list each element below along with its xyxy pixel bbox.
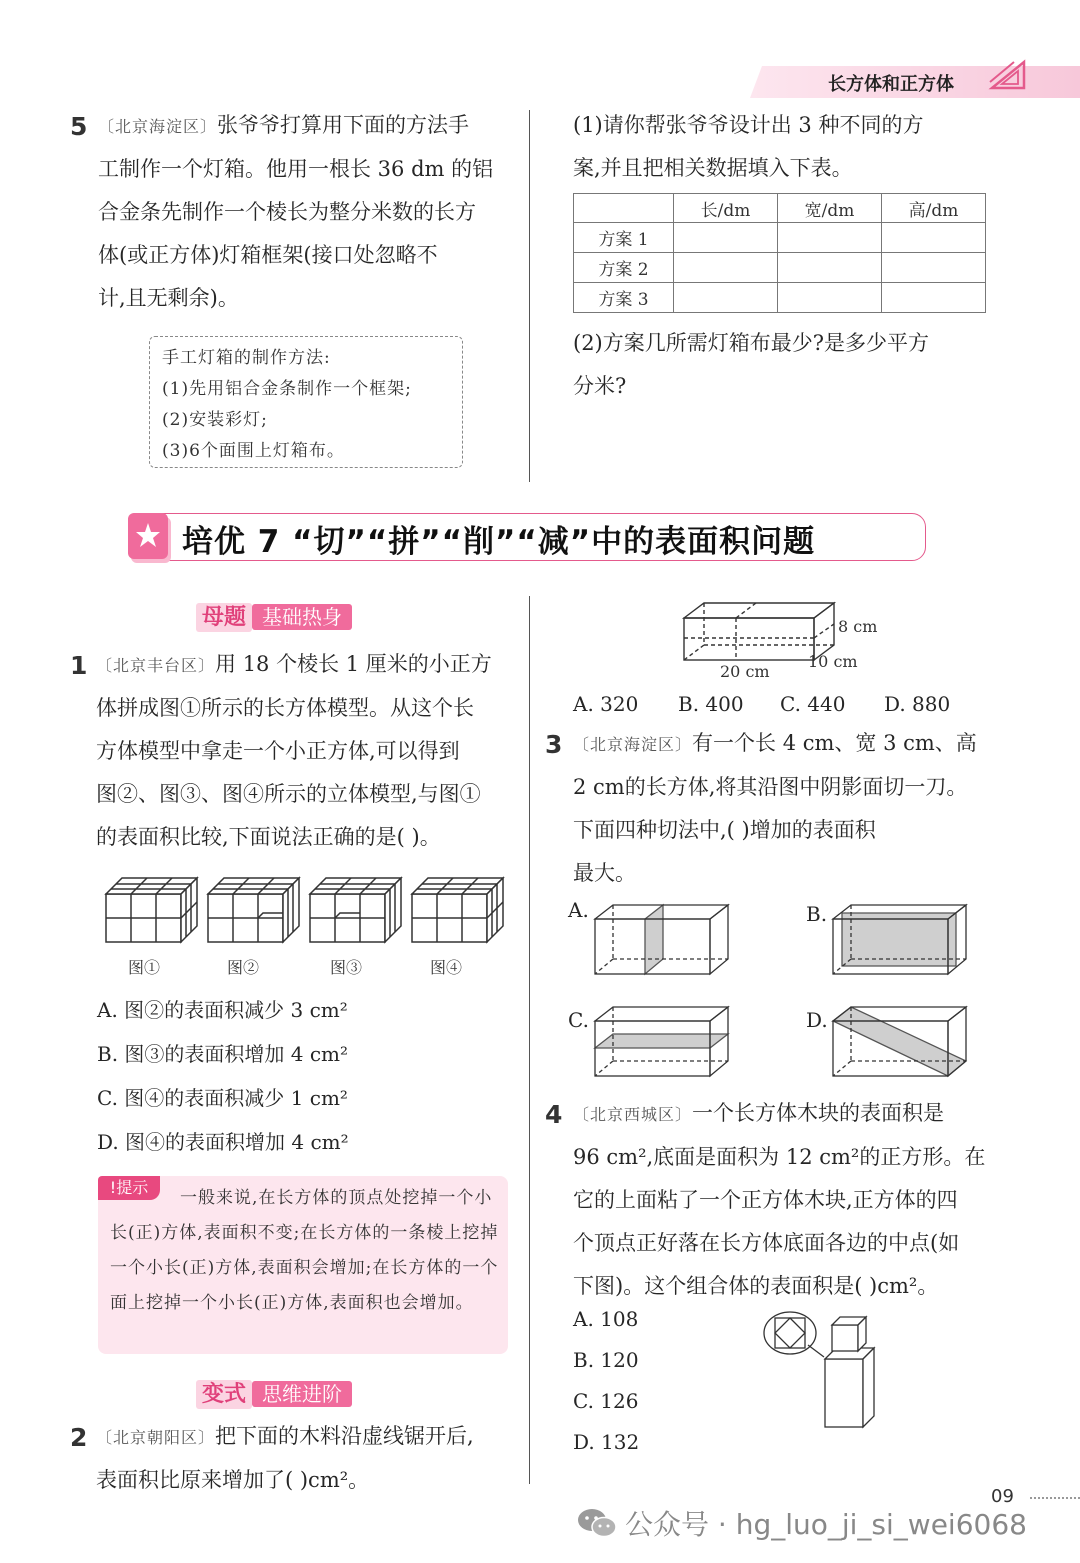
- q5-part1-line: (1)请你帮张爷爷设计出 3 种不同的方: [573, 113, 924, 137]
- q3-cut-d-figure: [828, 1000, 973, 1085]
- table-row: [574, 283, 986, 313]
- table-cell[interactable]: [882, 283, 986, 313]
- table-row-label: 方案 3: [574, 283, 674, 313]
- table-row: [574, 253, 986, 283]
- hint-tag: !提示: [98, 1176, 160, 1200]
- q3-option-b[interactable]: B.: [806, 902, 828, 926]
- q5-part2: [573, 322, 993, 408]
- q4-line: 下图)。这个组合体的表面积是( )cm²。: [573, 1274, 939, 1298]
- q4-line: 个顶点正好落在长方体底面各边的中点(如: [573, 1231, 960, 1255]
- q3-option-d[interactable]: D.: [806, 1008, 828, 1032]
- plan-table: [573, 193, 986, 313]
- q5-number: 5: [70, 112, 88, 141]
- q4-choice-c[interactable]: C. 126: [573, 1389, 639, 1413]
- q5-region: 〔北京海淀区〕: [98, 117, 218, 136]
- table-row-label: 方案 2: [574, 253, 674, 283]
- q1-cube-figures: [100, 872, 510, 948]
- q3-cut-b-figure: [828, 898, 973, 983]
- star-badge: [128, 513, 168, 559]
- q1-text: [96, 643, 516, 859]
- q5-text: [98, 104, 518, 320]
- q2-text: [96, 1415, 516, 1502]
- chapter-title: 长方体和正方体: [828, 74, 954, 95]
- q2-line: 把下面的木料沿虚线锯开后,: [215, 1424, 474, 1448]
- section-label-variant: [196, 1377, 352, 1408]
- q3-cut-c-figure: [590, 1000, 735, 1085]
- method-title: 手工灯箱的制作方法:: [162, 348, 331, 368]
- q4-line: 96 cm²,底面是面积为 12 cm²的正方形。在: [573, 1145, 986, 1169]
- column-divider-bottom: [529, 596, 530, 1484]
- q5-part2-line: 分米?: [573, 374, 627, 398]
- section-main-text: 变式: [196, 1380, 252, 1409]
- dim-label: 10 cm: [808, 652, 858, 671]
- q5-line: 体(或正方体)灯箱框架(接口处忽略不: [98, 243, 438, 267]
- q3-cut-a-figure: [590, 898, 735, 983]
- dim-label: 8 cm: [838, 617, 878, 636]
- q1-choice-d[interactable]: D. 图④的表面积增加 4 cm²: [97, 1130, 349, 1154]
- q4-choice-b[interactable]: B. 120: [573, 1348, 639, 1372]
- q2-choice-a[interactable]: A. 320: [573, 692, 639, 716]
- column-divider-top: [529, 110, 530, 482]
- q1-line: 用 18 个棱长 1 厘米的小正方: [215, 652, 492, 676]
- q3-line: 最大。: [573, 861, 636, 885]
- q5-part1-line: 案,并且把相关数据填入下表。: [573, 156, 853, 180]
- q1-region: 〔北京丰台区〕: [96, 656, 216, 675]
- table-header-cell: 高/dm: [882, 194, 986, 223]
- q5-line: 计,且无剩余)。: [98, 286, 239, 310]
- table-cell[interactable]: [778, 283, 882, 313]
- wechat-icon: [576, 1505, 620, 1541]
- section-label-main: [196, 600, 352, 631]
- triangle-ruler-icon: [988, 58, 1028, 92]
- q1-choice-b[interactable]: B. 图③的表面积增加 4 cm²: [97, 1042, 349, 1066]
- table-cell[interactable]: [778, 253, 882, 283]
- q5-part1: [573, 104, 993, 190]
- table-cell[interactable]: [674, 283, 778, 313]
- figure-label: 图①: [128, 958, 161, 977]
- method-step: (3)6个面围上灯箱布。: [162, 441, 345, 461]
- q4-choice-d[interactable]: D. 132: [573, 1430, 640, 1454]
- figure-label: 图②: [227, 958, 260, 977]
- q2-number: 2: [70, 1423, 88, 1452]
- q1-number: 1: [70, 651, 88, 680]
- q3-option-a[interactable]: A.: [568, 898, 589, 922]
- method-box: [149, 336, 463, 468]
- q1-line: 的表面积比较,下面说法正确的是( )。: [96, 825, 441, 849]
- figure-1-cube-model: [106, 878, 197, 942]
- table-cell[interactable]: [778, 223, 882, 253]
- q1-line: 方体模型中拿走一个小正方体,可以得到: [96, 739, 460, 763]
- table-row-label: 方案 1: [574, 223, 674, 253]
- method-step: (2)安装彩灯;: [162, 410, 268, 430]
- hint-text: 一般来说,在长方体的顶点处挖掉一个小长(正)方体,表面积不变;在长方体的一条棱上挖掉一个小长(正)方体,表面积会增加;在长方体的一个面上挖掉一个小长(正)方体,表面积也会增加。: [110, 1188, 499, 1313]
- table-row: [574, 223, 986, 253]
- q2-choice-b[interactable]: B. 400: [678, 692, 744, 716]
- table-cell[interactable]: [674, 253, 778, 283]
- table-cell[interactable]: [882, 253, 986, 283]
- table-cell[interactable]: [674, 223, 778, 253]
- table-cell[interactable]: [882, 223, 986, 253]
- q1-line: 体拼成图①所示的长方体模型。从这个长: [96, 696, 474, 720]
- q4-line: 一个长方体木块的表面积是: [692, 1101, 945, 1125]
- q2-region: 〔北京朝阳区〕: [96, 1428, 216, 1447]
- section-sub-text: 基础热身: [252, 604, 352, 630]
- figure-3-cube-model: [310, 878, 401, 942]
- figure-4-cube-model: [412, 878, 503, 942]
- q4-region: 〔北京西城区〕: [573, 1105, 693, 1124]
- watermark-text: 公众号 · hg_luo_ji_si_wei6068: [625, 1508, 1027, 1541]
- q1-choice-c[interactable]: C. 图④的表面积减少 1 cm²: [97, 1086, 348, 1110]
- q3-option-c[interactable]: C.: [568, 1008, 589, 1032]
- q4-text: [573, 1092, 993, 1308]
- page-number: 09: [991, 1486, 1014, 1507]
- figure-label: 图④: [430, 958, 463, 977]
- q5-line: 工制作一个灯箱。他用一根长 36 dm 的铝: [98, 157, 494, 181]
- q1-choice-a[interactable]: A. 图②的表面积减少 3 cm²: [97, 998, 348, 1022]
- q2-choice-c[interactable]: C. 440: [780, 692, 846, 716]
- q2-line: 表面积比原来增加了( )cm²。: [96, 1468, 370, 1492]
- q5-line: 合金条先制作一个棱长为整分米数的长方: [98, 200, 476, 224]
- table-header-cell: [574, 194, 674, 223]
- method-step: (1)先用铝合金条制作一个框架;: [162, 379, 412, 399]
- table-header-cell: 宽/dm: [778, 194, 882, 223]
- section-main-text: 母题: [196, 603, 252, 632]
- star-icon: [128, 513, 168, 559]
- q4-choice-a[interactable]: A. 108: [573, 1307, 639, 1331]
- section-sub-text: 思维进阶: [252, 1381, 352, 1407]
- q1-line: 图②、图③、图④所示的立体模型,与图①: [96, 782, 481, 806]
- banner-title: 培优 7 “切”“拼”“削”“减”中的表面积问题: [182, 524, 816, 560]
- q3-text: [573, 722, 993, 895]
- q3-line: 有一个长 4 cm、宽 3 cm、高: [692, 731, 977, 755]
- q4-number: 4: [545, 1100, 563, 1129]
- figure-2-cube-model: [208, 878, 299, 942]
- q3-region: 〔北京海淀区〕: [573, 735, 693, 754]
- q3-line: 2 cm的长方体,将其沿图中阴影面切一刀。: [573, 775, 968, 799]
- table-header-row: [574, 194, 986, 223]
- table-header-cell: 长/dm: [674, 194, 778, 223]
- q5-part2-line: (2)方案几所需灯箱布最少?是多少平方: [573, 331, 930, 355]
- q2-choice-d[interactable]: D. 880: [884, 692, 951, 716]
- footer-rule: [1030, 1497, 1080, 1499]
- dim-label: 20 cm: [720, 662, 770, 681]
- q5-line: 张爷爷打算用下面的方法手: [217, 113, 470, 137]
- q3-line: 下面四种切法中,( )增加的表面积: [573, 818, 876, 842]
- q4-line: 它的上面粘了一个正方体木块,正方体的四: [573, 1188, 958, 1212]
- q3-number: 3: [545, 730, 563, 759]
- q4-combined-solid-figure: [760, 1305, 880, 1435]
- figure-label: 图③: [330, 958, 363, 977]
